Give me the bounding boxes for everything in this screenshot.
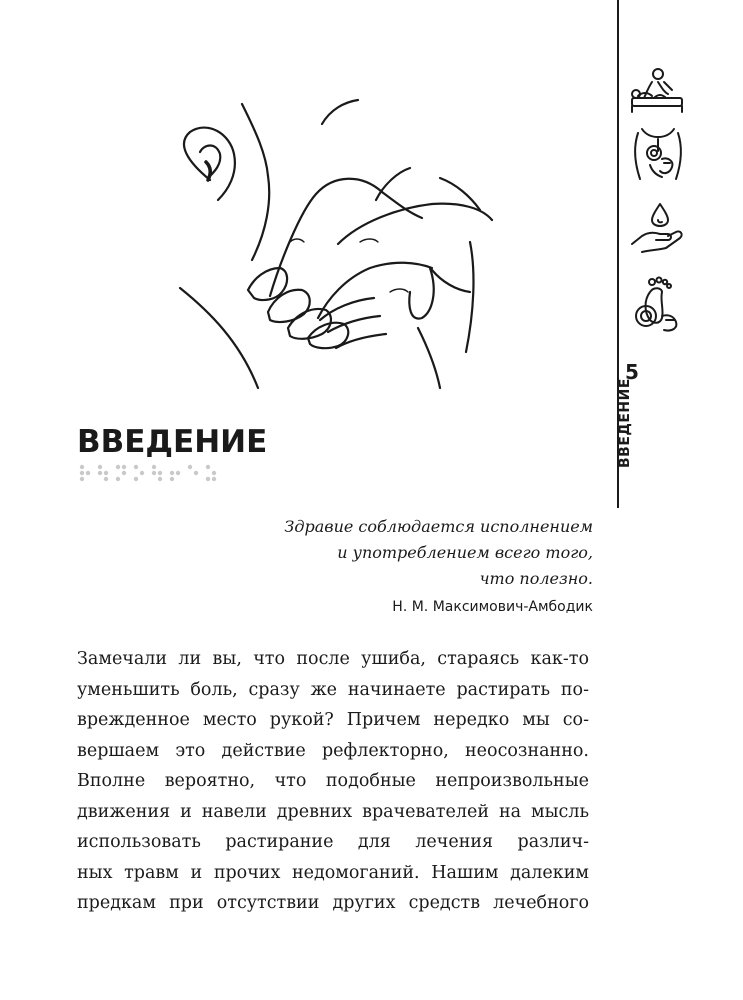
epigraph-author: Н. М. Максимович-Амбодик: [392, 599, 593, 615]
body-line: уменьшить боль, сразу же начинаете растирать по-: [77, 679, 589, 700]
body-line: Замечали ли вы, что после ушиба, стараясь как-то: [77, 649, 589, 669]
running-header: ВВЕДЕНИЕ: [617, 378, 633, 468]
page-number: 5: [625, 360, 639, 384]
massage-table-icon: [628, 64, 686, 122]
epigraph-line: и употреблением всего того,: [337, 543, 593, 562]
body-line: врежденное место рукой? Причем нередко мы со-: [77, 710, 589, 730]
epigraph-line: что полезно.: [479, 569, 593, 588]
body-line: ных травм и прочих недомоганий. Нашим далеким: [77, 862, 589, 883]
body-paragraph: [77, 644, 589, 919]
braille-title-icon: [78, 462, 223, 484]
back-massage-icon: [628, 125, 686, 183]
body-line: предкам при отсутствии других средств лечебного: [77, 893, 589, 913]
chapter-title: ВВЕДЕНИЕ: [77, 424, 268, 460]
massage-hands-illustration: [170, 92, 500, 392]
body-line: использовать растирание для лечения различ-: [77, 832, 589, 852]
foot-massage-icon: [628, 276, 686, 334]
body-line: вершаем это действие рефлекторно, неосознанно.: [77, 740, 589, 761]
epigraph-line: Здравие соблюдается исполнением: [284, 517, 593, 536]
oil-drop-hand-icon: [628, 200, 686, 258]
epigraph: [173, 514, 593, 620]
body-line: Вполне вероятно, что подобные непроизвольные: [77, 771, 589, 791]
body-line: движения и навели древних врачевателей на мысль: [77, 801, 589, 822]
